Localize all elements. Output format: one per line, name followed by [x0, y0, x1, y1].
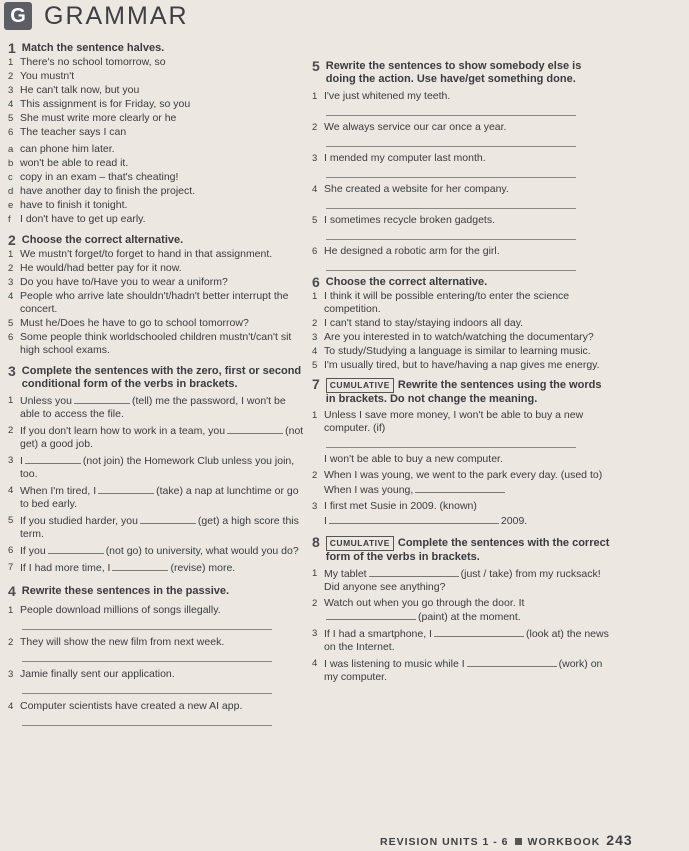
list-item: I 2009.	[324, 515, 528, 527]
answer-blank[interactable]	[112, 561, 168, 571]
list-item: 2 He would/had better pay for it now.	[8, 262, 182, 274]
option-item: c copy in an exam – that's cheating!	[8, 171, 179, 183]
answer-blank[interactable]	[369, 567, 459, 577]
list-item: 3 If I had a smartphone, I (look at) the news on the Internet.	[312, 628, 609, 653]
list-item: 2 When I was young, we went to the park every day. (used to)	[312, 469, 603, 481]
list-item: 3 I mended my computer last month.	[312, 152, 486, 164]
square-icon	[515, 838, 522, 845]
exercise-2	[8, 234, 308, 357]
exercise-8	[312, 536, 612, 684]
list-item: 5 She must write more clearly or he	[8, 112, 177, 124]
list-item: 2 We always service our car once a year.	[312, 121, 507, 133]
exercise-6	[312, 276, 612, 372]
page-footer	[380, 832, 633, 848]
answer-line[interactable]	[22, 619, 272, 630]
exercise-number: 8	[312, 534, 320, 550]
list-item: 6 The teacher says I can	[8, 126, 127, 138]
list-item: 5 Must he/Does he have to go to school tomorrow?	[8, 317, 249, 329]
list-item: 3 I (not join) the Homework Club unless you join, too.	[8, 455, 295, 480]
exercise-number: 6	[312, 274, 320, 290]
exercise-number: 1	[8, 40, 16, 56]
exercise-instruction: Rewrite the sentences to show somebody else is doing the action. Use have/get something done.	[325, 60, 582, 85]
list-item: 1 Unless you (tell) me the password, I won't be able to access the file.	[8, 395, 286, 420]
list-item: 2 If you don't learn how to work in a team, you (not get) a good job.	[8, 425, 304, 450]
page-header	[0, 0, 689, 34]
exercise-number: 7	[312, 376, 320, 392]
answer-line[interactable]	[326, 437, 576, 448]
list-item: 3 Are you interested in to watch/watching the documentary?	[312, 331, 594, 343]
exercise-number: 5	[312, 58, 320, 74]
exercise-5	[312, 60, 612, 271]
exercise-number: 3	[8, 363, 16, 379]
answer-line[interactable]	[326, 136, 576, 147]
option-item: e have to finish it tonight.	[8, 199, 128, 211]
list-item: 2 I can't stand to stay/staying indoors all day.	[312, 317, 524, 329]
option-item: a can phone him later.	[8, 143, 115, 155]
list-item: I won't be able to buy a new computer.	[324, 453, 503, 465]
list-item: 1 There's no school tomorrow, so	[8, 56, 166, 68]
list-item: 1 People download millions of songs illegally.	[8, 604, 221, 616]
answer-blank[interactable]	[98, 484, 154, 494]
list-item: 4 I was listening to music while I (work) on my computer.	[312, 658, 603, 683]
list-item: 2 You mustn't	[8, 70, 75, 82]
list-item: 1 Unless I save more money, I won't be able to buy a new computer. (if)	[312, 409, 584, 434]
answer-blank[interactable]	[326, 610, 416, 620]
exercise-instruction: Rewrite the sentences using the words in brackets. Do not change the meaning.	[325, 379, 602, 405]
list-item: 4 This assignment is for Friday, so you	[8, 98, 191, 110]
list-item: 5 I'm usually tired, but to have/having a nap gives me energy.	[312, 359, 600, 371]
section-badge: G	[4, 2, 32, 30]
list-item: 6 Some people think worldschooled children mustn't/can't sit high school exams.	[8, 331, 292, 356]
exercise-1	[8, 42, 308, 226]
page-number: 243	[606, 832, 633, 848]
list-item: 3 I first met Susie in 2009. (known)	[312, 500, 477, 512]
footer-label: WORKBOOK	[527, 836, 601, 848]
list-item: 4 When I'm tired, I (take) a nap at lunchtime or go to bed early.	[8, 485, 299, 510]
list-item: 4 She created a website for her company.	[312, 183, 509, 195]
list-item: 6 If you (not go) to university, what would you do?	[8, 545, 299, 557]
exercise-instruction: Rewrite these sentences in the passive.	[21, 585, 230, 597]
list-item: 5 I sometimes recycle broken gadgets.	[312, 214, 495, 226]
list-item: 1 I think it will be possible entering/to enter the science competition.	[312, 290, 570, 315]
list-item: 1 We mustn't forget/to forget to hand in that assignment.	[8, 248, 273, 260]
answer-line[interactable]	[326, 105, 576, 116]
answer-blank[interactable]	[227, 424, 283, 434]
section-title: GRAMMAR	[44, 2, 189, 30]
list-item: 1 My tablet (just / take) from my rucksack! Did anyone see anything?	[312, 568, 601, 593]
answer-blank[interactable]	[140, 514, 196, 524]
list-item: 7 If I had more time, I (revise) more.	[8, 562, 236, 574]
right-column	[312, 58, 612, 685]
answer-line[interactable]	[326, 198, 576, 209]
list-item: 6 He designed a robotic arm for the girl.	[312, 245, 500, 257]
cumulative-badge: CUMULATIVE	[326, 378, 394, 393]
exercise-4	[8, 585, 308, 726]
answer-blank[interactable]	[25, 454, 81, 464]
exercise-instruction: Choose the correct alternative.	[21, 234, 184, 246]
option-item: b won't be able to read it.	[8, 157, 129, 169]
list-item: When I was young,	[312, 483, 612, 497]
answer-blank[interactable]	[415, 483, 505, 493]
option-item: f I don't have to get up early.	[8, 213, 146, 225]
exercise-number: 2	[8, 232, 16, 248]
list-item: 2 They will show the new film from next week.	[8, 636, 225, 648]
exercise-instruction: Complete the sentences with the correct form of the verbs in brackets.	[325, 537, 610, 563]
list-item: 3 He can't talk now, but you	[8, 84, 140, 96]
answer-blank[interactable]	[467, 657, 557, 667]
answer-blank[interactable]	[48, 544, 104, 554]
left-column	[8, 40, 308, 731]
cumulative-badge: CUMULATIVE	[326, 536, 394, 551]
exercise-7	[312, 378, 612, 528]
answer-line[interactable]	[326, 167, 576, 178]
answer-blank[interactable]	[434, 627, 524, 637]
answer-line[interactable]	[22, 651, 272, 662]
list-item: 3 Do you have to/Have you to wear a uniform?	[8, 276, 228, 288]
answer-line[interactable]	[326, 229, 576, 240]
answer-line[interactable]	[22, 683, 272, 694]
exercise-instruction: Complete the sentences with the zero, first or second conditional form of the verbs in brackets.	[21, 365, 302, 390]
footer-section: REVISION UNITS 1 - 6	[380, 836, 509, 848]
answer-line[interactable]	[22, 715, 272, 726]
answer-blank[interactable]	[74, 394, 130, 404]
answer-blank[interactable]	[329, 514, 499, 524]
answer-line[interactable]	[326, 260, 576, 271]
list-item: 4 Computer scientists have created a new AI app.	[8, 700, 243, 712]
list-item: 4 People who arrive late shouldn't/hadn't better interrupt the concert.	[8, 290, 289, 315]
list-item: 2 Watch out when you go through the door. It(paint) at the moment.	[312, 597, 525, 623]
option-item: d have another day to finish the project.	[8, 185, 196, 197]
list-item: 1 I've just whitened my teeth.	[312, 90, 451, 102]
exercise-3	[8, 365, 308, 575]
list-item: 5 If you studied harder, you (get) a high score this term.	[8, 515, 299, 540]
exercise-number: 4	[8, 583, 16, 599]
exercise-instruction: Match the sentence halves.	[21, 42, 165, 54]
list-item: 3 Jamie finally sent our application.	[8, 668, 175, 680]
list-item: 4 To study/Studying a language is similar to learning music.	[312, 345, 591, 357]
exercise-instruction: Choose the correct alternative.	[325, 276, 488, 288]
